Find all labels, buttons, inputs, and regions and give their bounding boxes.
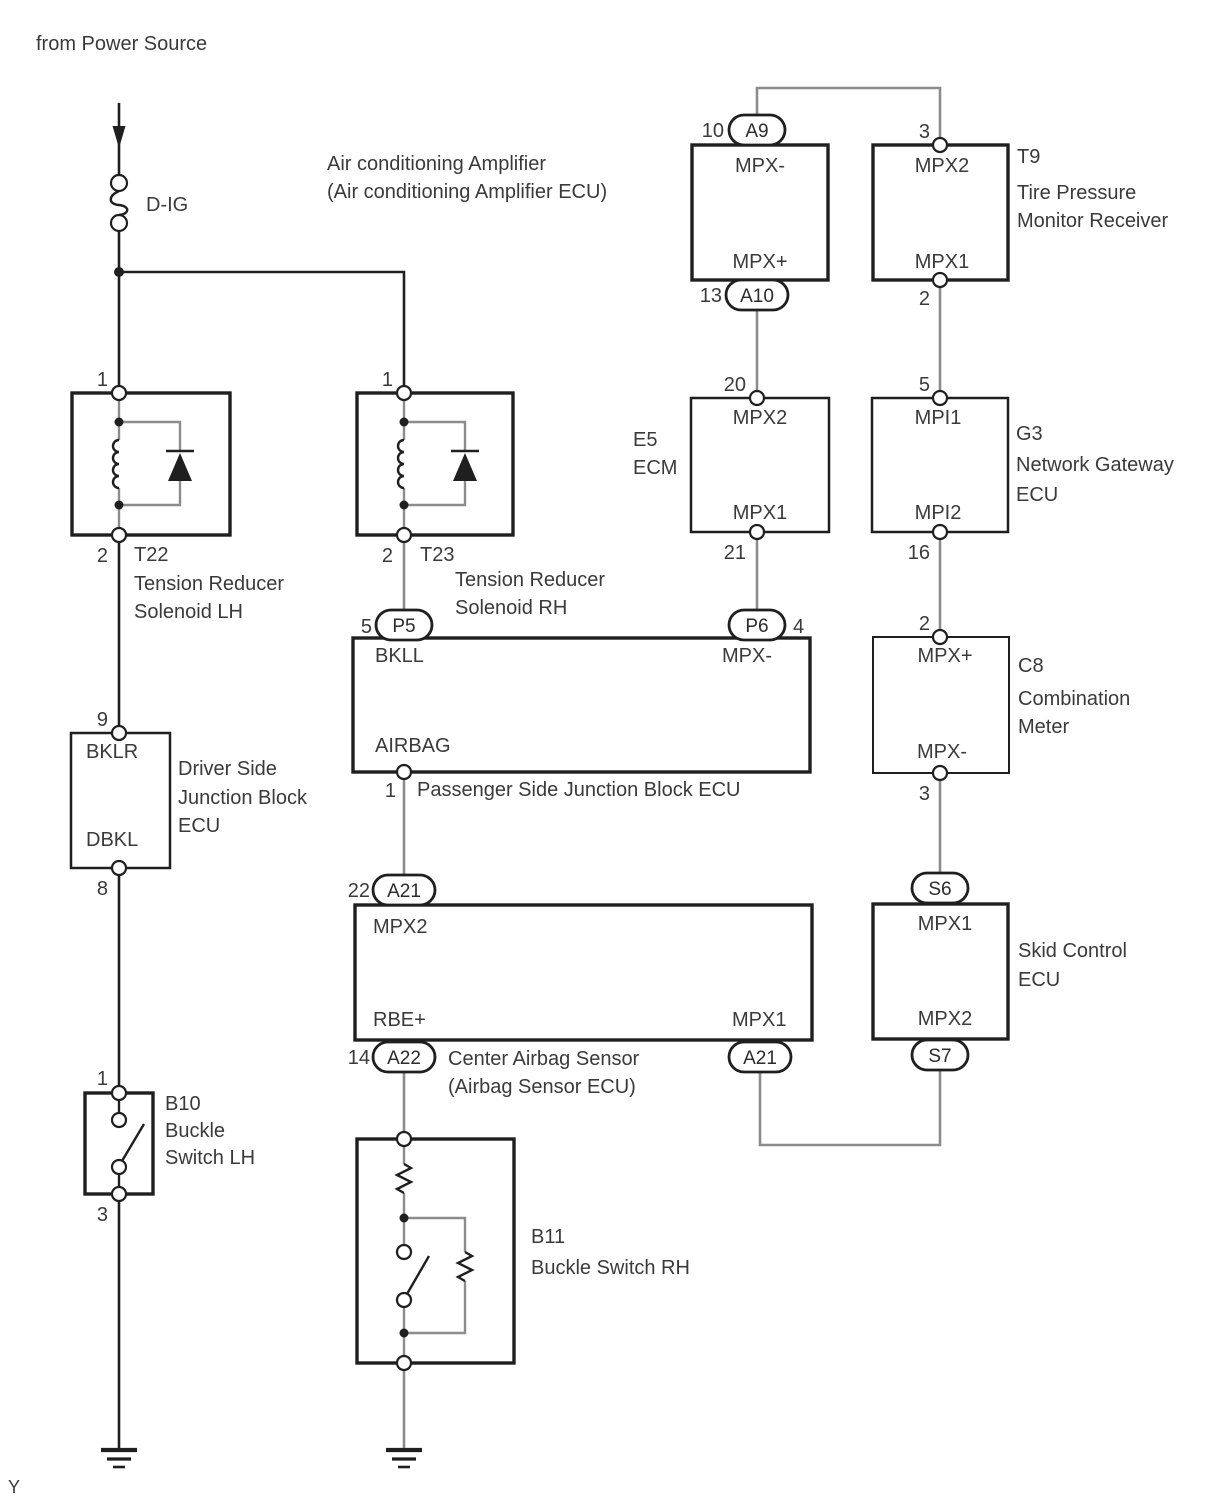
from-power-source-label: from Power Source <box>36 33 208 55</box>
t9-name-1: Tire Pressure <box>1017 182 1137 204</box>
pin-t23-2 <box>397 528 411 542</box>
t23-pin-top-num: 1 <box>381 369 393 391</box>
pjb-pin-bkll-label: BKLL <box>375 645 424 667</box>
pjb-pin-mpx-label: MPX- <box>722 645 772 667</box>
b10-code: B10 <box>165 1093 201 1115</box>
t9-pin-top-num: 3 <box>918 121 930 143</box>
pin-b11-bottom <box>397 1356 411 1370</box>
djb-pin-bot-label: DBKL <box>86 829 139 851</box>
connector-p6-label: P6 <box>745 616 769 637</box>
pin-c8-2 <box>933 630 947 644</box>
connector-a10-label: A10 <box>740 286 774 307</box>
junction-dot <box>114 267 124 277</box>
fuse-label: D-IG <box>146 194 189 216</box>
connector-a9-label: A9 <box>745 121 769 142</box>
pin-t9-3 <box>933 138 947 152</box>
airbag-pin-rbe-label: RBE+ <box>373 1009 426 1031</box>
djb-pin-top-label: BKLR <box>86 741 139 763</box>
t22-pin-top-num: 1 <box>96 369 108 391</box>
connector-a21-top-label: A21 <box>387 881 421 902</box>
t22-name-2: Solenoid LH <box>134 601 243 623</box>
djb-pin-bot-num: 8 <box>96 878 108 900</box>
c8-name-1: Combination <box>1018 688 1131 710</box>
t23-box <box>357 393 513 535</box>
pin-t22-2 <box>112 528 126 542</box>
ac-amp-pin-top-label: MPX- <box>735 155 785 177</box>
pin-t9-2 <box>933 273 947 287</box>
djb-name-1: Driver Side <box>178 758 277 780</box>
t9-code: T9 <box>1017 146 1041 168</box>
ecm-name: ECM <box>633 457 678 479</box>
ecm-pin-top-num: 20 <box>723 374 746 396</box>
t22-code: T22 <box>134 544 169 566</box>
g3-code: G3 <box>1016 423 1043 445</box>
pin-djb-8 <box>112 861 126 875</box>
g3-pin-bot-num: 16 <box>907 542 930 564</box>
pin-djb-9 <box>112 726 126 740</box>
connector-s7-label: S7 <box>928 1046 952 1067</box>
t22-box <box>72 393 230 535</box>
t9-pin-bot-label: MPX1 <box>914 251 970 273</box>
pjb-pin-airbag-num: 1 <box>384 780 396 802</box>
b11-code: B11 <box>531 1226 566 1248</box>
skid-pin-top-label: MPX1 <box>917 913 973 935</box>
g3-name-2: ECU <box>1016 484 1059 506</box>
airbag-name-2: (Airbag Sensor ECU) <box>448 1076 636 1098</box>
t23-pin-bot-num: 2 <box>381 545 393 567</box>
b10-pin-top-num: 1 <box>96 1068 108 1090</box>
djb-name-2: Junction Block <box>178 787 307 809</box>
t9-name-2: Monitor Receiver <box>1017 210 1169 232</box>
t9-pin-top-label: MPX2 <box>914 155 970 177</box>
airbag-pin-mpx2-label: MPX2 <box>373 916 428 938</box>
pin-b10-3 <box>112 1187 126 1201</box>
skid-name-1: Skid Control <box>1018 940 1127 962</box>
airbag-pin-rbe-num: 14 <box>347 1047 370 1069</box>
ecm-pin-top-label: MPX2 <box>732 407 788 429</box>
t22-pin-bot-num: 2 <box>96 545 108 567</box>
ecm-pin-bot-num: 21 <box>723 542 746 564</box>
ac-amp-pin-top-num: 10 <box>701 120 724 142</box>
b11-name: Buckle Switch RH <box>531 1257 690 1279</box>
djb-pin-top-num: 9 <box>96 709 108 731</box>
wire-branch-to-t23 <box>119 272 404 393</box>
airbag-pin-mpx2-num: 22 <box>347 880 370 902</box>
b11-box <box>357 1139 514 1363</box>
pin-g3-16 <box>933 525 947 539</box>
ecm-pin-bot-label: MPX1 <box>732 502 788 524</box>
g3-pin-top-num: 5 <box>918 374 930 396</box>
g3-name-1: Network Gateway <box>1016 454 1174 476</box>
connector-a22-label: A22 <box>387 1048 421 1069</box>
g3-pin-top-label: MPI1 <box>914 407 962 429</box>
c8-code: C8 <box>1018 655 1044 677</box>
t9-pin-bot-num: 2 <box>918 288 930 310</box>
pin-b11-top <box>397 1132 411 1146</box>
pin-ecm-20 <box>750 391 764 405</box>
t23-code: T23 <box>420 544 455 566</box>
ac-amp-name-1: Air conditioning Amplifier <box>327 153 546 175</box>
page-marker: Y <box>8 1477 21 1497</box>
pin-t22-1 <box>112 386 126 400</box>
c8-pin-top-label: MPX+ <box>917 645 973 667</box>
t22-name-1: Tension Reducer <box>134 573 285 595</box>
ground-symbol <box>101 1450 137 1467</box>
c8-pin-bot-label: MPX- <box>917 741 967 763</box>
fuse-symbol <box>111 175 128 231</box>
pin-t23-1 <box>397 386 411 400</box>
pin-g3-5 <box>933 391 947 405</box>
wire-a21-to-s7 <box>760 1070 940 1145</box>
pin-pjb-1 <box>397 765 411 779</box>
ac-amp-pin-bot-num: 13 <box>699 285 722 307</box>
t23-name-1: Tension Reducer <box>455 569 606 591</box>
skid-pin-bot-label: MPX2 <box>917 1008 973 1030</box>
g3-pin-bot-label: MPI2 <box>914 502 962 524</box>
airbag-name-1: Center Airbag Sensor <box>448 1048 640 1070</box>
b10-name-2: Switch LH <box>165 1147 256 1169</box>
ac-amp-pin-bot-label: MPX+ <box>732 251 788 273</box>
c8-pin-top-num: 2 <box>918 613 930 635</box>
c8-pin-bot-num: 3 <box>918 783 930 805</box>
pin-c8-3 <box>933 766 947 780</box>
connector-s6-label: S6 <box>928 879 952 900</box>
djb-name-3: ECU <box>178 815 221 837</box>
ground-symbol <box>386 1450 422 1467</box>
pjb-pin-mpx-num: 4 <box>793 616 805 638</box>
b10-name-1: Buckle <box>165 1120 226 1142</box>
airbag-pin-mpx1-label: MPX1 <box>732 1009 787 1031</box>
pjb-pin-airbag-label: AIRBAG <box>375 735 451 757</box>
t23-name-2: Solenoid RH <box>455 597 568 619</box>
pin-b10-1 <box>112 1086 126 1100</box>
ac-amp-name-2: (Air conditioning Amplifier ECU) <box>327 181 608 203</box>
pjb-pin-bkll-num: 5 <box>360 616 372 638</box>
b10-pin-bot-num: 3 <box>96 1204 108 1226</box>
pin-ecm-21 <box>750 525 764 539</box>
flow-arrow <box>113 126 126 148</box>
skid-name-2: ECU <box>1018 969 1061 991</box>
connector-p5-label: P5 <box>392 616 416 637</box>
ecm-code: E5 <box>633 429 658 451</box>
c8-name-2: Meter <box>1018 716 1070 738</box>
pjb-name: Passenger Side Junction Block ECU <box>417 779 741 801</box>
connector-a21-bottom-label: A21 <box>743 1048 777 1069</box>
